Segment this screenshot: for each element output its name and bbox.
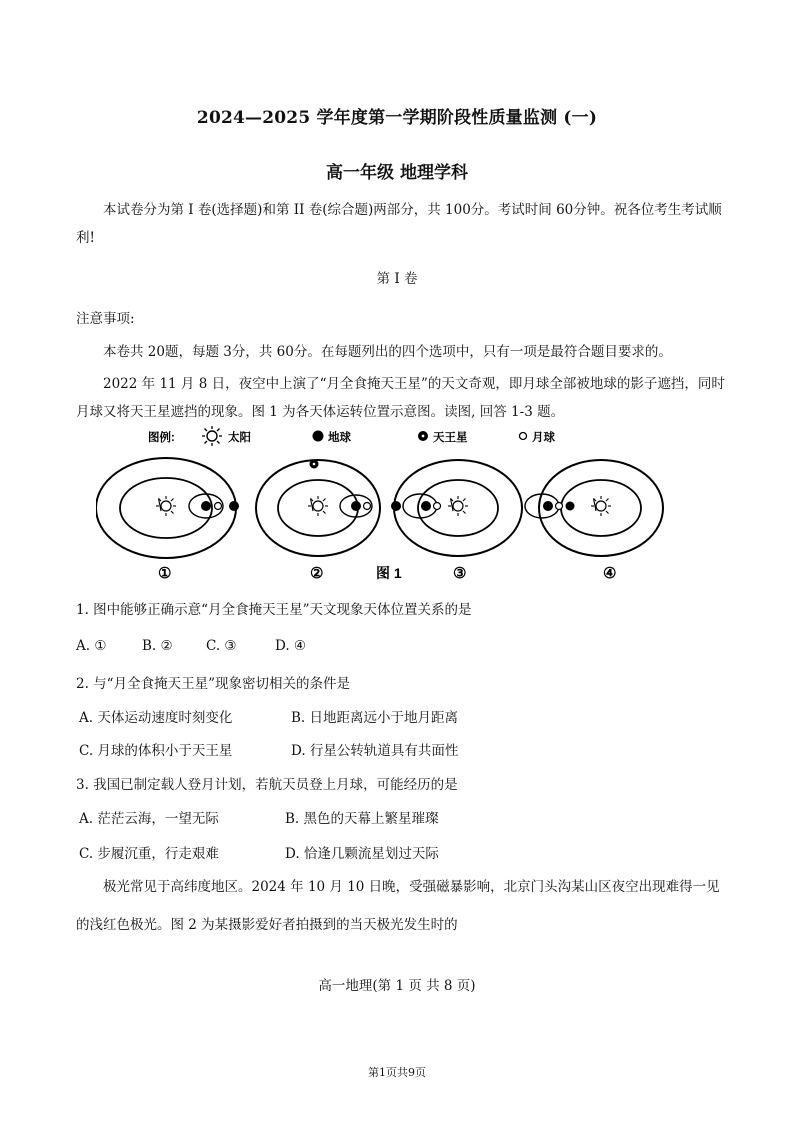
panel-label-2: ② (310, 565, 324, 582)
passage-2: 极光常见于高纬度地区。2024 年 10 月 10 日晚，受强磁暴影响，北京门头沟某山区夜空出现难得一见的浅红色极光。图 2 为某摄影爱好者拍摄到的当天极光发生时的 (76, 879, 720, 933)
legend-sun-label: 太阳 (228, 432, 251, 444)
question-3-option-c: C. 步履沉重，行走艰难 (79, 846, 219, 862)
diagram-panel-3 (391, 460, 522, 582)
figure-1 (96, 424, 716, 584)
diagram-panel-2 (256, 460, 380, 583)
question-1-option-d: D. ④ (275, 638, 307, 654)
page-footer: 高一地理(第 1 页 共 8 页) (318, 978, 476, 994)
question-3-option-d: D. 恰逢几颗流星划过天际 (285, 846, 439, 862)
exam-title: 2024—2025 学年度第一学期阶段性质量监测 (一) (196, 108, 598, 128)
legend-title: 图例: (148, 432, 175, 444)
moon-icon (520, 433, 527, 440)
passage-1: 2022 年 11 月 8 日，夜空中上演了“月全食掩天王星”的天文奇观，即月球全部被地球的影子遮挡，同时月球又将天王星遮挡的现象。图 1 为各天体运转位置示意图。读图, 回答 1-3 题。 (76, 376, 725, 420)
question-2-option-a: A. 天体运动速度时刻变化 (79, 710, 233, 726)
question-1-option-c: C. ③ (206, 638, 237, 654)
question-1-option-a: A. ① (76, 638, 107, 654)
figure-caption: 图 1 (376, 565, 402, 581)
legend-earth-label: 地球 (328, 432, 351, 444)
panel-label-4: ④ (603, 565, 617, 582)
uranus-icon (418, 431, 428, 441)
exam-subtitle: 高一年级 地理学科 (326, 163, 468, 183)
question-3-stem: 3. 我国已制定载人登月计划，若航天员登上月球，可能经历的是 (76, 777, 458, 793)
question-3-option-b: B. 黑色的天幕上繁星璀璨 (285, 811, 439, 827)
exam-intro: 本试卷分为第 I 卷(选择题)和第 II 卷(综合题)两部分，共 100分。考试时间 60分钟。祝各位考生考试顺利! (76, 202, 722, 246)
notice-heading: 注意事项: (76, 311, 135, 327)
question-2-option-b: B. 日地距离远小于地月距离 (291, 710, 459, 726)
panel-label-3: ③ (453, 565, 467, 582)
question-2-option-c: C. 月球的体积小于天王星 (79, 743, 233, 759)
legend-uranus-label: 天王星 (433, 432, 468, 444)
question-3-option-a: A. 茫茫云海，一望无际 (79, 811, 219, 827)
page-number: 第1页共9页 (368, 1066, 426, 1079)
question-1-stem: 1. 图中能够正确示意“月全食掩天王星”天文现象天体位置关系的是 (76, 602, 472, 618)
notice-text: 本卷共 20题，每题 3分，共 60分。在每题列出的四个选项中，只有一项是最符合题目要求的。 (103, 344, 672, 360)
sun-icon (202, 426, 222, 446)
earth-icon (313, 431, 324, 442)
question-2-option-d: D. 行星公转轨道具有共面性 (291, 743, 459, 759)
diagram-panel-1 (96, 458, 239, 582)
diagram-panel-4 (525, 460, 663, 582)
panel-label-1: ① (158, 565, 172, 582)
question-2-stem: 2. 与“月全食掩天王星”现象密切相关的条件是 (76, 676, 350, 692)
section-label: 第 I 卷 (376, 271, 418, 287)
legend-moon-label: 月球 (532, 432, 555, 444)
question-1-option-b: B. ② (142, 638, 173, 654)
